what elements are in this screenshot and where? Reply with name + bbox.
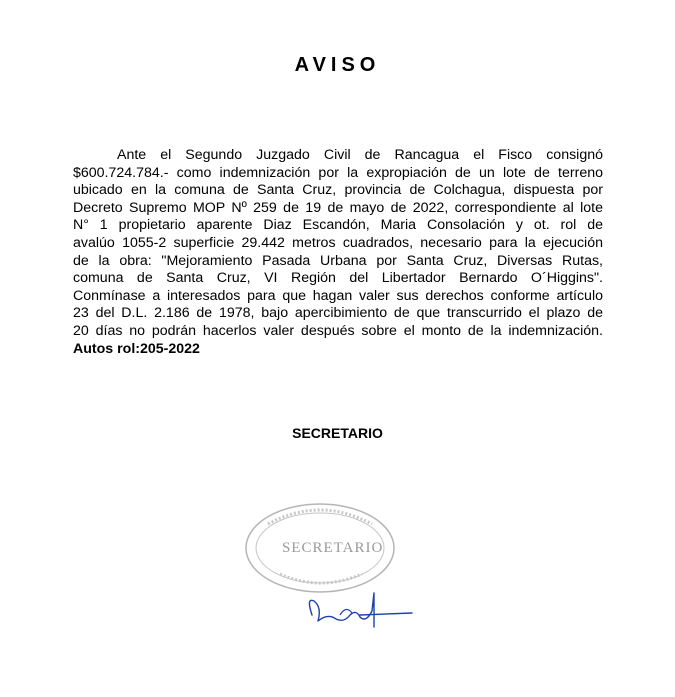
body-line: 20 días no podrán hacerlos valer después sobre el monto de la indemnización. xyxy=(73,322,603,339)
stamp-text: SECRETARIO xyxy=(282,540,384,556)
signature xyxy=(300,585,420,630)
body-line: Ante el Segundo Juzgado Civil de Rancagua el Fisco consignó xyxy=(117,147,603,163)
body-line: ubicado en la comuna de Santa Cruz, provincia de Colchagua, dispuesta por xyxy=(73,182,603,199)
court-stamp xyxy=(240,488,400,598)
body-line: Conmínase a interesados para que hagan valer sus derechos conforme artículo xyxy=(73,287,603,304)
body-line: comuna de Santa Cruz, VI Región del Libertador Bernardo O´Higgins". xyxy=(73,270,603,287)
notice-title: AVISO xyxy=(294,54,381,76)
body-line: de la obra: "Mejoramiento Pasada Urbana por Santa Cruz, Diversas Rutas, xyxy=(73,252,603,269)
body-line: avalúo 1055-2 superficie 29.442 metros cuadrados, necesario para la ejecución xyxy=(73,234,603,251)
body-line: 23 del D.L. 2.186 de 1978, bajo apercibimiento de que transcurrido el plazo de xyxy=(73,305,603,322)
body-line: N° 1 propietario aparente Diaz Escandón, Maria Consolación y ot. rol de xyxy=(73,217,603,234)
body-line: Decreto Supremo MOP Nº 259 de 19 de mayo de 2022, correspondiente al lote xyxy=(73,199,603,216)
body-line: $600.724.784.- como indemnización por la expropiación de un lote de terreno xyxy=(73,164,603,181)
signer-title: SECRETARIO xyxy=(292,425,383,441)
notice-body xyxy=(73,147,603,358)
autos-rol: Autos rol:205-2022 xyxy=(73,340,200,357)
